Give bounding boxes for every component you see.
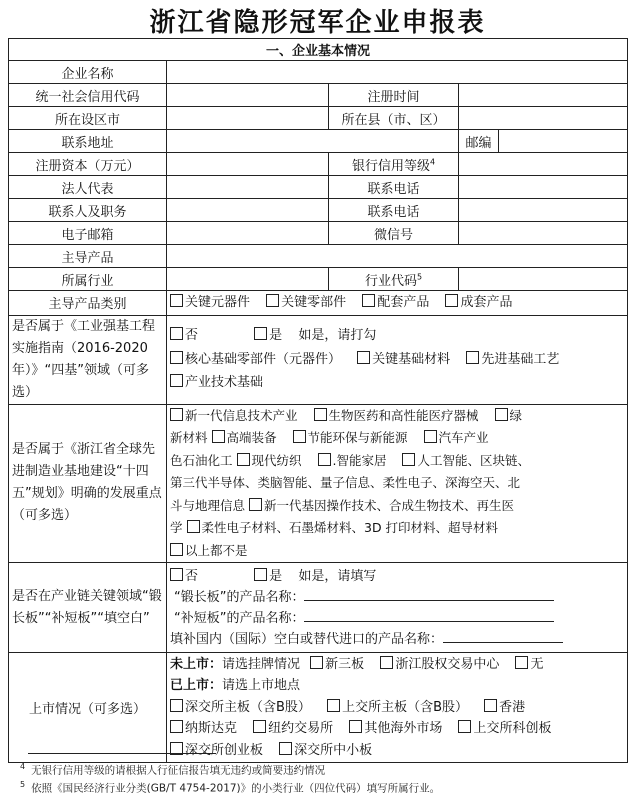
county-field[interactable] — [459, 107, 628, 130]
wechat-field[interactable] — [459, 222, 628, 245]
option-label: 新三板 — [325, 656, 365, 672]
option-label: 浙江股权交易中心 — [395, 656, 500, 672]
credit-code-field[interactable] — [167, 84, 329, 107]
checkbox-yes[interactable] — [254, 327, 267, 340]
phone2-label: 联系电话 — [329, 199, 459, 222]
option-label: .智能家居 — [332, 452, 387, 468]
credit-code-label: 统一社会信用代码 — [9, 84, 167, 107]
legal-rep-field[interactable] — [167, 176, 329, 199]
reg-time-field[interactable] — [459, 84, 628, 107]
checkbox[interactable] — [445, 294, 458, 307]
bank-rating-label: 银行信用等级$^4$ — [329, 153, 459, 176]
capital-field[interactable] — [167, 153, 329, 176]
fill-short-label: “补短板”的产品名称： — [174, 610, 305, 626]
checkbox[interactable] — [170, 351, 183, 364]
application-form-table — [8, 38, 628, 763]
option-label: 关键基础材料 — [372, 351, 451, 367]
focus-label: 是否属于《浙江省全球先进制造业基地建设“十四五”规划》明确的发展重点（可多选） — [9, 404, 167, 563]
checkbox[interactable] — [402, 453, 415, 466]
fill-short-input[interactable] — [304, 609, 554, 622]
option-label: 色石油化工 — [170, 452, 233, 468]
option-yes: 是 — [269, 328, 283, 344]
bank-rating-field[interactable] — [459, 153, 628, 176]
four-base-hint: 如是，请打勾 — [298, 328, 377, 344]
main-product-label: 主导产品 — [9, 245, 167, 268]
option-label: 关键元器件 — [185, 295, 251, 310]
contact-label: 联系人及职务 — [9, 199, 167, 222]
checkbox[interactable] — [170, 720, 183, 733]
option-label: 深交所中小板 — [294, 742, 373, 758]
phone1-label: 联系电话 — [329, 176, 459, 199]
checkbox[interactable] — [253, 720, 266, 733]
address-field[interactable] — [167, 130, 459, 153]
option-label: 节能环保与新能源 — [307, 430, 408, 445]
option-label: 柔性电子材料、石墨烯材料、3D 打印材料、超导材料 — [201, 520, 499, 535]
contact-field[interactable] — [167, 199, 329, 222]
capital-label: 注册资本（万元） — [9, 153, 167, 176]
phone2-field[interactable] — [459, 199, 628, 222]
checkbox[interactable] — [170, 374, 183, 387]
checkbox[interactable] — [458, 720, 471, 733]
chain-hint: 如是，请填写 — [298, 568, 377, 584]
postcode-label: 邮编 — [459, 130, 499, 153]
checkbox[interactable] — [279, 742, 292, 755]
option-no: 否 — [185, 568, 199, 584]
option-label: 上交所主板（含B股） — [342, 699, 468, 715]
industry-label: 所属行业 — [9, 268, 167, 291]
focus-options — [167, 404, 628, 563]
industry-code-label: 行业代码$^5$ — [329, 268, 459, 291]
checkbox[interactable] — [484, 699, 497, 712]
industry-field[interactable] — [167, 268, 329, 291]
unlisted-label: 未上市： — [170, 656, 223, 672]
checkbox[interactable] — [249, 498, 262, 511]
checkbox[interactable] — [357, 351, 370, 364]
checkbox[interactable] — [266, 294, 279, 307]
option-label: 配套产品 — [377, 295, 430, 310]
unlisted-hint: 请选挂牌情况 — [222, 656, 301, 672]
checkbox-no[interactable] — [170, 568, 183, 581]
checkbox[interactable] — [424, 430, 437, 443]
option-label: 深交所主板（含B股） — [185, 699, 311, 715]
option-label: 新一代基因操作技术、合成生物技术、再生医 — [264, 497, 515, 513]
chain-options — [167, 563, 628, 653]
four-base-options — [167, 315, 628, 404]
product-category-options — [167, 291, 628, 316]
option-no: 否 — [185, 328, 199, 344]
checkbox[interactable] — [237, 453, 250, 466]
product-category-label: 主导产品类别 — [9, 291, 167, 316]
city-label: 所在设区市 — [9, 107, 167, 130]
city-field[interactable] — [167, 107, 329, 130]
option-label: 新材料 — [170, 430, 208, 445]
option-label: 第三代半导体、类脑智能、量子信息、柔性电子、深海空天、北 — [170, 475, 521, 490]
checkbox[interactable] — [380, 656, 393, 669]
option-label: 以上都不是 — [185, 542, 248, 558]
option-label: 纳斯达克 — [185, 721, 238, 737]
checkbox[interactable] — [318, 453, 331, 466]
option-label: 绿 — [509, 407, 523, 423]
checkbox-no[interactable] — [170, 327, 183, 340]
option-label: 生物医药和高性能医疗器械 — [328, 407, 479, 423]
checkbox-yes[interactable] — [254, 568, 267, 581]
option-label: 新一代信息技术产业 — [185, 407, 298, 423]
main-product-field[interactable] — [167, 245, 628, 268]
listing-label: 上市情况（可多选） — [9, 653, 167, 763]
footnote-4: $^4$ 无银行信用等级的请根据人行征信报告填无违约或简要违约情况 — [20, 762, 326, 777]
option-label: 上交所科创板 — [473, 721, 552, 737]
email-label: 电子邮箱 — [9, 222, 167, 245]
listed-hint: 请选上市地点 — [222, 678, 301, 694]
wechat-label: 微信号 — [329, 222, 459, 245]
checkbox[interactable] — [362, 294, 375, 307]
four-base-label: 是否属于《工业强基工程实施指南（2016-2020年）》“四基”领域（可多选） — [9, 315, 167, 404]
option-label: 核心基础零部件（元器件） — [185, 351, 342, 367]
reg-time-label: 注册时间 — [329, 84, 459, 107]
checkbox[interactable] — [466, 351, 479, 364]
option-yes: 是 — [269, 568, 283, 584]
fill-gap-label: 填补国内（国际）空白或替代进口的产品名称： — [170, 631, 444, 647]
section-heading: 一、企业基本情况 — [9, 39, 628, 61]
listing-options — [167, 653, 628, 763]
listed-label: 已上市： — [170, 678, 223, 694]
option-label: 关键零部件 — [281, 295, 347, 310]
legal-rep-label: 法人代表 — [9, 176, 167, 199]
checkbox[interactable] — [170, 294, 183, 307]
option-label: 先进基础工艺 — [481, 351, 560, 367]
checkbox[interactable] — [314, 408, 327, 421]
industry-code-field[interactable] — [459, 268, 628, 291]
fill-gap-input[interactable] — [443, 630, 563, 643]
option-label: 人工智能、区块链、 — [417, 452, 530, 468]
option-label: 斗与地理信息 — [170, 497, 246, 513]
option-label: 无 — [530, 656, 544, 672]
phone1-field[interactable] — [459, 176, 628, 199]
option-label: 纽约交易所 — [268, 721, 334, 737]
checkbox[interactable] — [495, 408, 508, 421]
checkbox[interactable] — [170, 543, 183, 556]
forge-long-input[interactable] — [304, 588, 554, 601]
option-label: 汽车产业 — [438, 430, 489, 445]
option-label: 高端装备 — [226, 430, 277, 445]
checkbox[interactable] — [170, 408, 183, 421]
company-name-field[interactable] — [167, 61, 628, 84]
checkbox[interactable] — [515, 656, 528, 669]
postcode-field[interactable] — [499, 130, 628, 153]
option-label: 香港 — [499, 699, 526, 715]
checkbox[interactable] — [212, 430, 225, 443]
option-label: 现代纺织 — [251, 452, 302, 468]
option-label: 成套产品 — [460, 295, 513, 310]
checkbox[interactable] — [327, 699, 340, 712]
county-label: 所在县（市、区） — [329, 107, 459, 130]
checkbox[interactable] — [310, 656, 323, 669]
checkbox[interactable] — [187, 520, 200, 533]
option-label: 学 — [170, 520, 183, 535]
footnote-5: $^5$ 依照《国民经济行业分类(GB/T 4754-2017)》的小类行业（四位代码）填写所属行业。 — [20, 780, 441, 795]
option-label: 深交所创业板 — [185, 742, 264, 758]
checkbox[interactable] — [349, 720, 362, 733]
checkbox[interactable] — [293, 430, 306, 443]
email-field[interactable] — [167, 222, 329, 245]
option-label: 产业技术基础 — [185, 375, 264, 391]
forge-long-label: “锻长板”的产品名称： — [174, 589, 305, 605]
footnote-divider — [28, 753, 216, 754]
option-label: 其他海外市场 — [364, 721, 443, 737]
document-title: 浙江省隐形冠军企业申报表 — [149, 8, 486, 38]
checkbox[interactable] — [170, 699, 183, 712]
chain-label: 是否在产业链关键领域“锻长板”“补短板”“填空白” — [9, 563, 167, 653]
company-name-label: 企业名称 — [9, 61, 167, 84]
address-label: 联系地址 — [9, 130, 167, 153]
